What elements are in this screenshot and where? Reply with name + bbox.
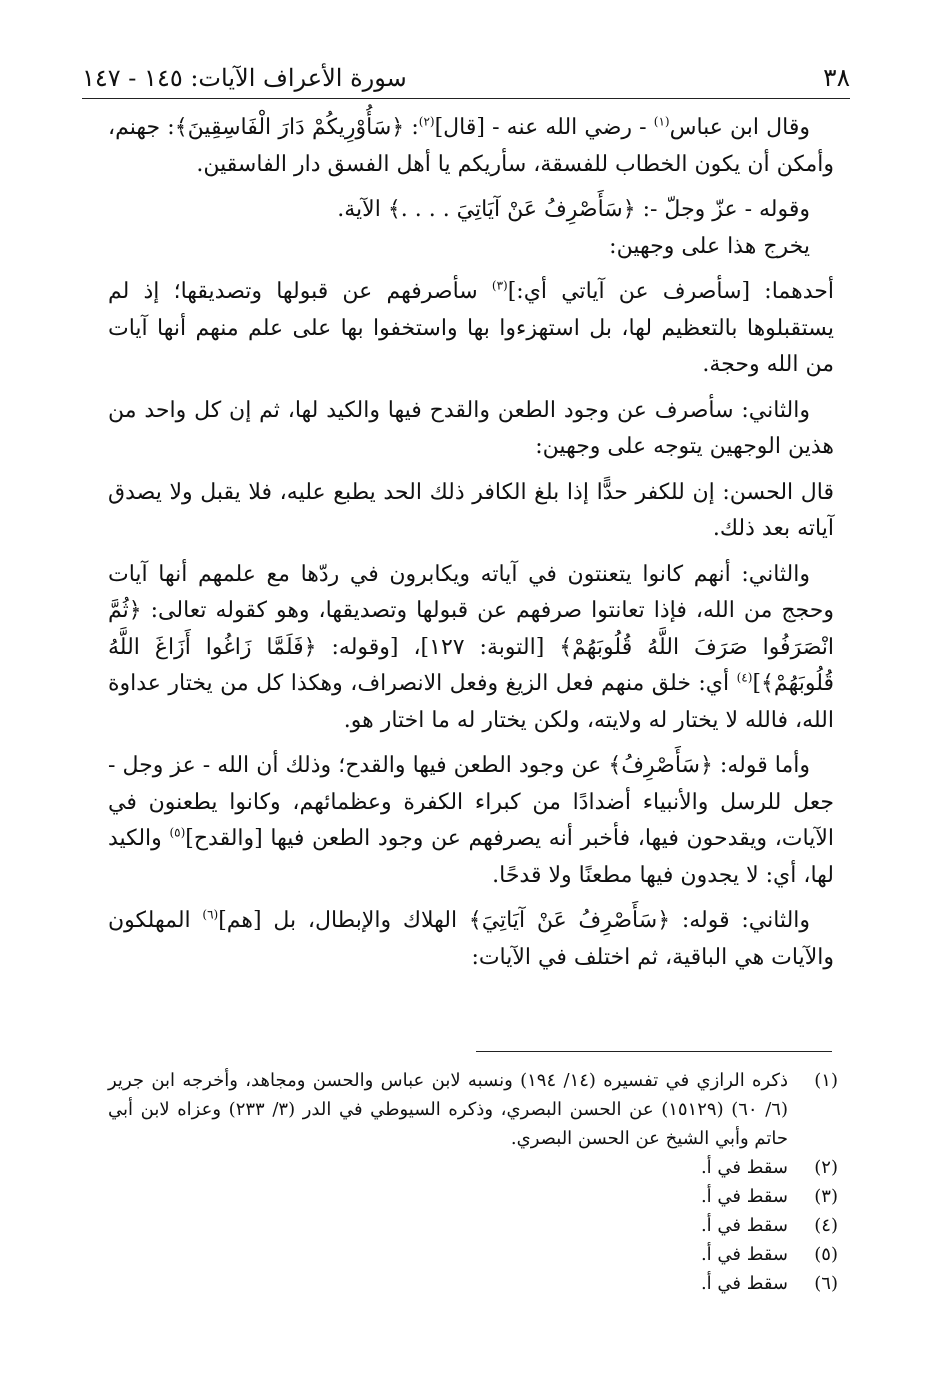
paragraph: قال الحسن: إن للكفر حدًّا إذا بلغ الكافر ذلك الحد يطبع عليه، فلا يقبل ولا يصدق آياته بعد ذلك. bbox=[108, 479, 834, 541]
footnote-ref: (١) bbox=[653, 114, 670, 129]
footnote: (٣) سقط في أ. bbox=[700, 1186, 838, 1207]
footnote: (٥) سقط في أ. bbox=[700, 1244, 838, 1265]
footnote-ref: (٥) bbox=[169, 825, 186, 840]
footnote: (٦) سقط في أ. bbox=[700, 1273, 838, 1294]
paragraph: وأما قوله: ﴿سَأَصْرِفُ﴾ عن وجود الطعن فيها والقدح؛ وذلك أن الله - عز وجل - جعل للرسل والأنبياء أضدادًا من كبراء الكفرة وعظمائهم، وكانوا يطعنون في الآيات، ويقدحون فيها، فأخبر أنه يصرفهم عن وجود الطعن فيها [والقدح]$^{(٥)}$ والكيد لها، أي: لا يجدون فيها مطعنًا ولا قدحًا. bbox=[108, 753, 834, 888]
paragraph: أحدهما: [سأصرف عن آياتي أي:]$^{(٣)}$ سأصرفهم عن قبولها وتصديقها؛ إذ لم يستقبلوها بالتعظيم لها، بل استهزءوا بها واستخفوا بها على علم منهم أنها آيات من الله وحجة. bbox=[108, 278, 834, 377]
footnote: (١) ذكره الرازي في تفسيره (١٤/ ١٩٤) ونسبه لابن عباس والحسن ومجاهد، وأخرجه ابن جرير (٦/ ٦٠) (١٥١٢٩) عن الحسن البصري، وذكره السيوطي في الدر (٣/ ٢٣٣) وعزاه لابن أبي حاتم وأبي الشيخ عن الحسن البصري. bbox=[108, 1070, 838, 1149]
footnote: (٤) سقط في أ. bbox=[700, 1215, 838, 1236]
footnote: (٢) سقط في أ. bbox=[700, 1157, 838, 1178]
paragraph: وقال ابن عباس$^{(١)}$ - رضي الله عنه - [قال]$^{(٢)}$: ﴿سَأُوْرِيكُمْ دَارَ الْفَاسِقِينَ﴾: جهنم، وأمكن أن يكون الخطاب للفسقة، سأريكم يا أهل الفسق دار الفاسقين. bbox=[108, 114, 834, 177]
footnote-separator bbox=[476, 1051, 832, 1052]
paragraph: والثاني: أنهم كانوا يتعنتون في آياته ويكابرون في ردّها مع علمهم أنها آيات وحجج من الله، فإذا تعانتوا صرفهم عن قبولها وتصديقها، وهو كقوله تعالى: ﴿ثُمَّ انْصَرَفُوا صَرَفَ اللَّهُ قُلُوبَهُمْ﴾ [التوبة: ١٢٧]، [وقوله: ﴿فَلَمَّا زَاغُوا أَزَاغَ اللَّهُ قُلُوبَهُمْ﴾]$^{(٤)}$ أي: خلق منهم فعل الزيغ وفعل الانصراف، وهكذا كل من يختار عداوة الله، فالله لا يختار له ولايته، ولكن يختار له ما اختار هو. bbox=[108, 561, 835, 733]
paragraph: يخرج هذا على وجهين: bbox=[609, 233, 810, 259]
footnote-ref: (٦) bbox=[202, 907, 219, 922]
footnotes bbox=[108, 1066, 838, 1298]
paragraph: وقوله - عزّ وجلّ -: ﴿سَأَصْرِفُ عَنْ آيَاتِيَ . . . .﴾ الآية. bbox=[337, 197, 810, 222]
footnote-ref: (٣) bbox=[491, 278, 508, 293]
footnote-ref: (٤) bbox=[736, 670, 753, 685]
quran-quote: ﴿سَأُوْرِيكُمْ دَارَ الْفَاسِقِينَ﴾ bbox=[174, 115, 405, 140]
quran-quote: ﴿سَأَصْرِفُ﴾ bbox=[608, 753, 713, 778]
quran-quote: ﴿سَأَصْرِفُ عَنْ آيَاتِيَ . . . .﴾ bbox=[387, 197, 636, 222]
running-title: سورة الأعراف الآيات: ١٤٥ - ١٤٧ bbox=[82, 64, 407, 92]
paragraph: والثاني: سأصرف عن وجود الطعن والقدح فيها والكيد لها، ثم إن كل واحد من هذين الوجهين يتوجه على وجهين: bbox=[108, 397, 834, 459]
quran-quote: ﴿سَأَصْرِفُ عَنْ آيَاتِيَ﴾ bbox=[468, 908, 671, 933]
paragraph: والثاني: قوله: ﴿سَأَصْرِفُ عَنْ آيَاتِيَ﴾ الهلاك والإبطال، بل [هم]$^{(٦)}$ المهلكون والآيات هي الباقية، ثم اختلف في الآيات: bbox=[108, 907, 834, 970]
main-text bbox=[108, 110, 834, 985]
page-header bbox=[82, 58, 850, 99]
footnote-ref: (٢) bbox=[418, 114, 435, 129]
page-number: ٣٨ bbox=[823, 63, 850, 92]
quran-quote: ﴿ثُمَّ انْصَرَفُوا صَرَفَ اللَّهُ قُلُوبَهُمْ﴾ bbox=[108, 598, 835, 660]
quran-quote: ﴿فَلَمَّا زَاغُوا أَزَاغَ اللَّهُ قُلُوبَهُمْ﴾ bbox=[108, 634, 834, 696]
